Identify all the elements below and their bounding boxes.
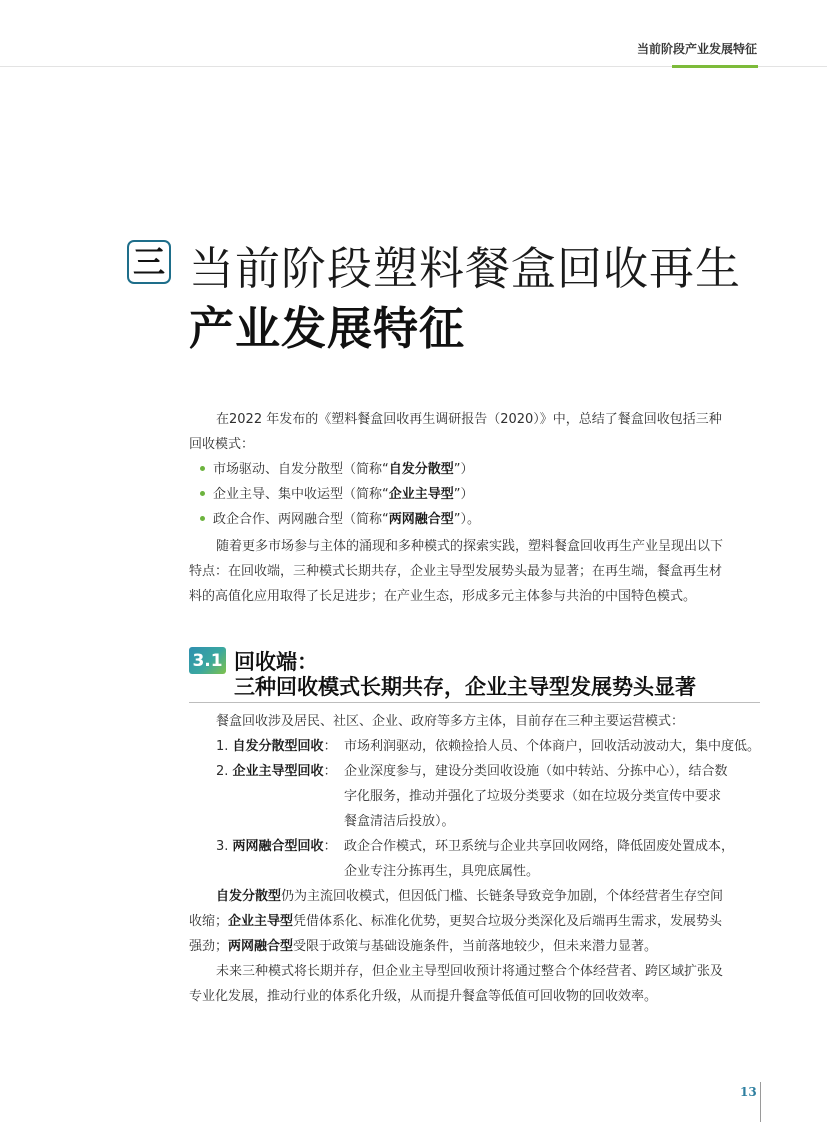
intro-paragraph-line: 回收模式： (189, 437, 255, 452)
list-item-desc: 市场利润驱动，依赖捡拾人员、个体商户，回收活动波动大，集中度低。 (344, 739, 761, 754)
body-paragraph-line: 专业化发展，推动行业的体系化升级，从而提升餐盒等低值可回收物的回收效率。 (189, 989, 658, 1004)
bullet-dot-icon (200, 491, 205, 496)
list-item-desc: 企业专注分拣再生，具兜底属性。 (344, 864, 540, 879)
page-number: 13 (740, 1085, 757, 1099)
section-rule (189, 702, 760, 703)
chapter-number-badge: 三 (127, 240, 171, 284)
header-accent-bar (672, 65, 758, 68)
list-item-desc: 字化服务，推动并强化了垃圾分类要求（如在垃圾分类宣传中要求 (344, 789, 722, 804)
chapter-title-line1: 当前阶段塑料餐盒回收再生 (189, 242, 742, 295)
bullet-item: 市场驱动、自发分散型（简称“自发分散型”） (200, 461, 775, 478)
bullet-item: 企业主导、集中收运型（简称“企业主导型”） (200, 486, 775, 503)
intro-paragraph-line: 在2022 年发布的《塑料餐盒回收再生调研报告（2020）》中，总结了餐盒回收包括三种 (216, 412, 722, 427)
section-title-line2: 三种回收模式长期共存，企业主导型发展势头显著 (234, 674, 696, 699)
section-number-badge: 3.1 (189, 647, 226, 674)
section-title-line1: 回收端： (234, 649, 318, 674)
bullet-dot-icon (200, 516, 205, 521)
body-paragraph-line: 收缩；企业主导型凭借体系化、标准化优势，更契合垃圾分类深化及后端再生需求，发展势头 (189, 914, 723, 929)
list-item-desc: 企业深度参与，建设分类回收设施（如中转站、分拣中心），结合数 (344, 764, 728, 779)
bullet-item: 政企合作、两网融合型（简称“两网融合型”）。 (200, 511, 775, 528)
chapter-title-line2: 产业发展特征 (189, 302, 466, 355)
list-item-label: 1. 自发分散型回收： (216, 739, 337, 754)
list-item-desc: 政企合作模式，环卫系统与企业共享回收网络，降低固废处置成本， (344, 839, 735, 854)
body-paragraph-line: 自发分散型仍为主流回收模式，但因低门槛、长链条导致竞争加剧，个体经营者生存空间 (216, 889, 724, 904)
intro-paragraph-line: 特点：在回收端，三种模式长期共存，企业主导型发展势头最为显著；在再生端，餐盒再生材 (189, 564, 723, 579)
body-paragraph-line: 未来三种模式将长期并存，但企业主导型回收预计将通过整合个体经营者、跨区域扩张及 (216, 964, 724, 979)
list-item-label: 3. 两网融合型回收： (216, 839, 337, 854)
footer-rule (760, 1082, 761, 1122)
list-item-label: 2. 企业主导型回收： (216, 764, 337, 779)
bullet-dot-icon (200, 466, 205, 471)
running-header: 当前阶段产业发展特征 (636, 42, 757, 56)
list-item-desc: 餐盒清洁后投放）。 (344, 814, 455, 829)
section-lead: 餐盒回收涉及居民、社区、企业、政府等多方主体，目前存在三种主要运营模式： (216, 714, 685, 729)
body-paragraph-line: 强劲；两网融合型受限于政策与基础设施条件，当前落地较少，但未来潜力显著。 (189, 939, 658, 954)
intro-paragraph-line: 料的高值化应用取得了长足进步；在产业生态，形成多元主体参与共治的中国特色模式。 (189, 589, 697, 604)
intro-paragraph-line: 随着更多市场参与主体的涌现和多种模式的探索实践，塑料餐盒回收再生产业呈现出以下 (216, 539, 724, 554)
